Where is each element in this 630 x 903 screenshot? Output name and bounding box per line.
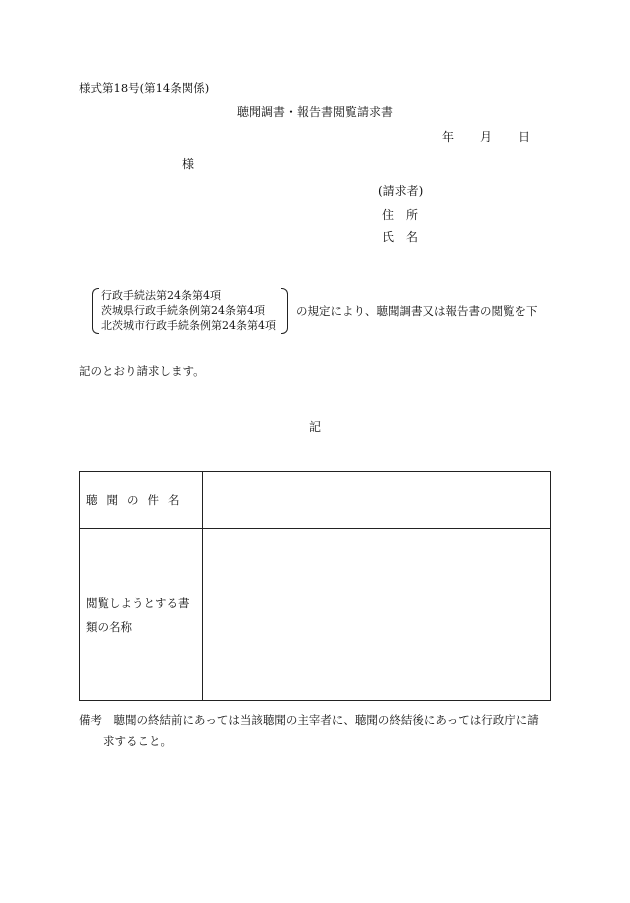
hearing-subject-field[interactable]: [203, 472, 551, 529]
addressee-suffix: 様: [182, 157, 195, 171]
document-title: 聴聞調書・報告書閲覧請求書: [236, 105, 393, 119]
note-line-1: 備考 聴聞の終結前にあっては当該聴聞の主宰者に、聴聞の終結後にあっては行政庁に請: [79, 713, 539, 727]
date-day-label: 日: [518, 130, 531, 144]
hearing-subject-label: [80, 472, 203, 529]
table-row: [80, 529, 551, 701]
request-details-table: [79, 471, 551, 701]
name-label: 氏名: [382, 230, 431, 244]
law-reference: 茨城県行政手続条例第24条第4項: [101, 304, 265, 317]
hearing-subject-label-text: 聴聞の件名: [86, 493, 189, 507]
table-row: [80, 472, 551, 529]
request-statement-line-2: 記のとおり請求します。: [79, 364, 205, 378]
law-reference: 北茨城市行政手続条例第24条第4項: [101, 319, 276, 332]
request-statement-line-1: の規定により、聴聞調書又は報告書の閲覧を下: [296, 304, 538, 318]
ki-heading: 記: [308, 420, 321, 434]
note-line-2: 求すること。: [103, 734, 172, 748]
date-line: [442, 128, 556, 145]
document-name-field[interactable]: [203, 529, 551, 701]
document-name-label-line-2: 類の名称: [86, 619, 132, 634]
right-brace: [281, 288, 288, 334]
date-year-label: 年: [442, 130, 455, 144]
form-number: 様式第18号(第14条関係): [79, 81, 210, 95]
law-reference: 行政手続法第24条第4項: [101, 289, 221, 302]
date-month-label: 月: [480, 130, 493, 144]
left-brace: [92, 288, 99, 334]
address-label: 住所: [382, 208, 431, 222]
requester-label: (請求者): [378, 184, 424, 198]
document-name-label: [80, 529, 203, 701]
document-name-label-line-1: 閲覧しようとする書: [86, 595, 190, 610]
